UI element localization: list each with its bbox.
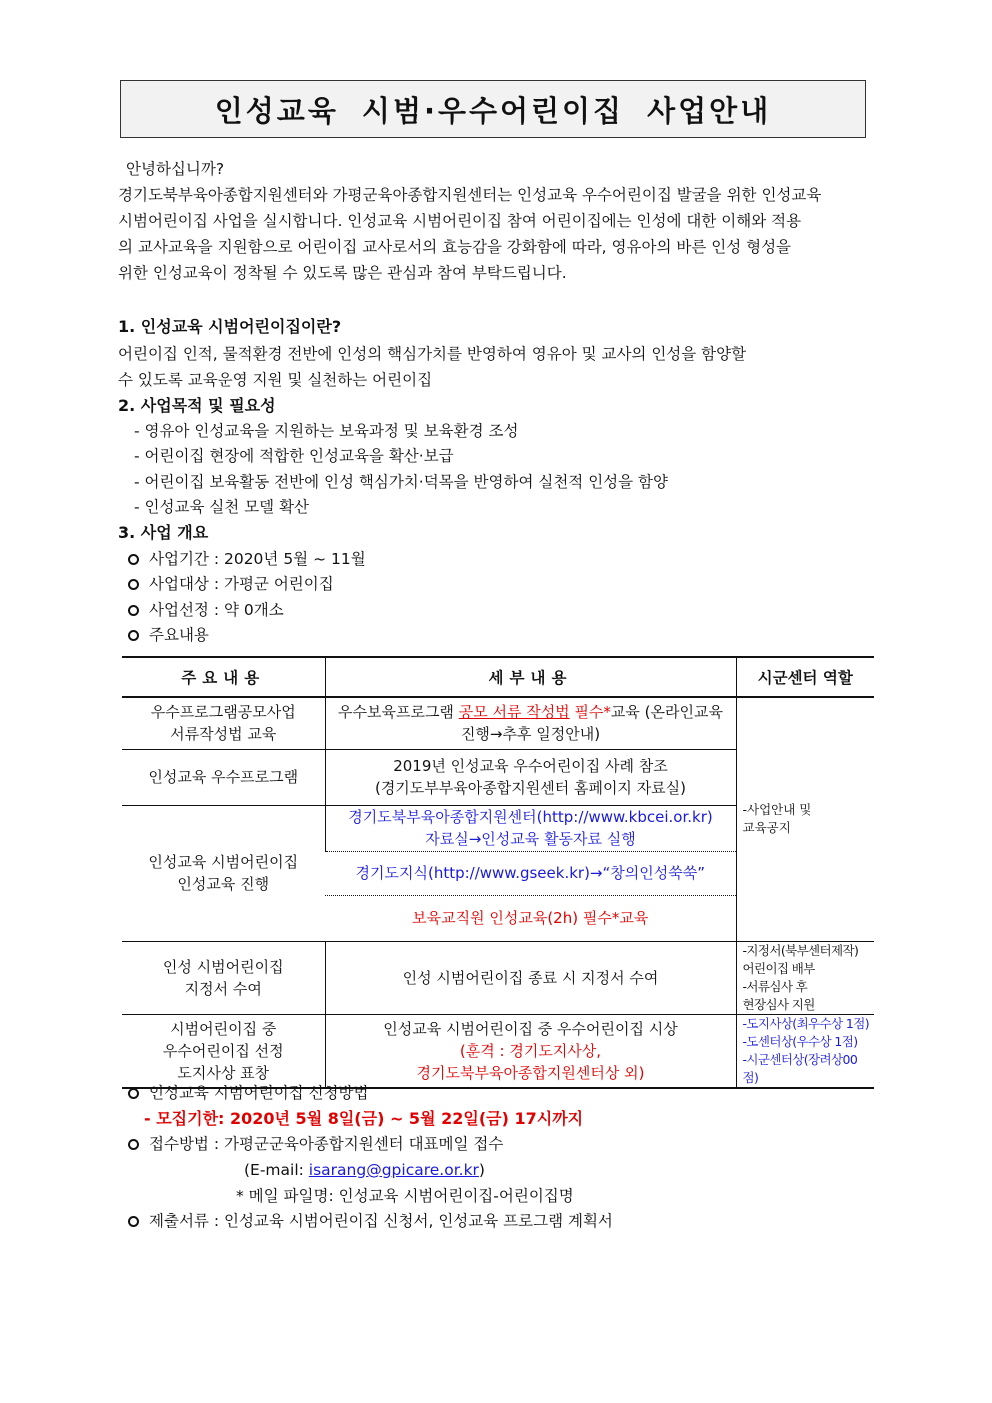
main-content-table bbox=[122, 656, 874, 1089]
circle-bullet-icon bbox=[128, 579, 139, 590]
apply-documents: 제출서류 : 인성교육 시범어린이집 신청서, 인성교육 프로그램 계획서 bbox=[128, 1208, 613, 1234]
cell-detail: 인성 시범어린이집 종료 시 지정서 수여 bbox=[325, 941, 736, 1014]
cell-role: -지정서(북부센터제작) 어린이집 배부 -서류심사 후 현장심사 지원 bbox=[736, 941, 874, 1014]
header-role: 시군센터 역할 bbox=[736, 657, 874, 697]
apply-filename: * 메일 파일명: 인성교육 시범어린이집-어린이집명 bbox=[236, 1187, 574, 1205]
section1-line-1: 어린이집 인적, 물적환경 전반에 인성의 핵심가치를 반영하여 영유아 및 교사의 인성을 함양할 bbox=[118, 345, 747, 363]
apply-receipt: 접수방법 : 가평군군육아종합지원센터 대표메일 접수 bbox=[128, 1131, 503, 1157]
section2-item: - 어린이집 현장에 적합한 인성교육을 확산·보급 bbox=[134, 447, 454, 465]
table-header-row bbox=[122, 657, 874, 697]
cell-main: 인성교육 시범어린이집 인성교육 진행 bbox=[122, 805, 325, 941]
header-main-content: 주요내용 bbox=[122, 657, 325, 697]
overview-item: 사업대상 : 가평군 어린이집 bbox=[128, 571, 334, 597]
page-title: 인성교육 시범·우수어린이집 사업안내 bbox=[214, 93, 772, 128]
cell-main: 인성교육 우수프로그램 bbox=[122, 749, 325, 805]
overview-item: 사업선정 : 약 0개소 bbox=[128, 597, 284, 623]
apply-deadline: - 모집기한: 2020년 5월 8일(금) ~ 5월 22일(금) 17시까지 bbox=[144, 1109, 584, 1128]
circle-bullet-icon bbox=[128, 1139, 139, 1150]
section2-item: - 어린이집 보육활동 전반에 인성 핵심가치·덕목을 반영하여 실천적 인성을 함양 bbox=[134, 473, 669, 491]
apply-email-line: (E-mail: isarang@gpicare.or.kr) bbox=[244, 1161, 485, 1179]
email-link[interactable]: isarang@gpicare.or.kr bbox=[308, 1161, 479, 1179]
circle-bullet-icon bbox=[128, 1088, 139, 1099]
overview-item: 주요내용 bbox=[128, 622, 209, 648]
cell-detail: 우수보육프로그램 공모 서류 작성법 필수*교육 (온라인교육 진행→추후 일정안내) bbox=[325, 697, 736, 749]
cell-detail-kbcei: 경기도북부육아종합지원센터(http://www.kbcei.or.kr) 자료실→인성교육 활동자료 실행 bbox=[325, 805, 736, 851]
cell-detail: 2019년 인성교육 우수어린이집 사례 참조 (경기도부부육아종합지원센터 홈페이지 자료실) bbox=[325, 749, 736, 805]
section3-heading: 3. 사업 개요 bbox=[118, 523, 209, 542]
section2-item: - 영유아 인성교육을 지원하는 보육과정 및 보육환경 조성 bbox=[134, 422, 519, 440]
circle-bullet-icon bbox=[128, 554, 139, 565]
intro-line-4: 위한 인성교육이 정착될 수 있도록 많은 관심과 참여 부탁드립니다. bbox=[118, 264, 567, 282]
circle-bullet-icon bbox=[128, 630, 139, 641]
table-row bbox=[122, 941, 874, 1014]
section2-heading: 2. 사업목적 및 필요성 bbox=[118, 396, 276, 415]
circle-bullet-icon bbox=[128, 605, 139, 616]
section1-line-2: 수 있도록 교육운영 지원 및 실천하는 어린이집 bbox=[118, 371, 433, 389]
header-detail: 세부내용 bbox=[325, 657, 736, 697]
greeting: 안녕하십니까? bbox=[126, 160, 225, 178]
cell-main: 시범어린이집 중 우수어린이집 선정 도지사상 표창 bbox=[122, 1014, 325, 1088]
cell-detail: 인성교육 시범어린이집 중 우수어린이집 시상 (훈격 : 경기도지사상, 경기도북부육아종합지원센터상 외) bbox=[325, 1014, 736, 1088]
cell-role-shared: -사업안내 및 교육공지 bbox=[736, 697, 874, 941]
intro-line-2: 시범어린이집 사업을 실시합니다. 인성교육 시범어린이집 참여 어린이집에는 인성에 대한 이해와 적용 bbox=[118, 212, 802, 230]
cell-main: 우수프로그램공모사업 서류작성법 교육 bbox=[122, 697, 325, 749]
cell-main: 인성 시범어린이집 지정서 수여 bbox=[122, 941, 325, 1014]
section1-heading: 1. 인성교육 시범어린이집이란? bbox=[118, 317, 342, 336]
apply-method: 인성교육 시범어린이집 신청방법 bbox=[128, 1080, 368, 1106]
cell-role: -도지사상(최우수상 1점) -도센터상(우수상 1점) -시군센터상(장려상00점) bbox=[736, 1014, 874, 1088]
table-row bbox=[122, 697, 874, 749]
table-row bbox=[122, 1014, 874, 1088]
section2-item: - 인성교육 실천 모델 확산 bbox=[134, 498, 310, 516]
overview-item: 사업기간 : 2020년 5월 ~ 11월 bbox=[128, 546, 366, 572]
intro-line-1: 경기도북부육아종합지원센터와 가평군육아종합지원센터는 인성교육 우수어린이집 발굴을 위한 인성교육 bbox=[118, 186, 822, 204]
cell-detail-gseek: 경기도지식(http://www.gseek.kr)→“창의인성쑥쑥” bbox=[325, 851, 736, 895]
title-box bbox=[120, 80, 866, 138]
cell-detail-training: 보육교직원 인성교육(2h) 필수*교육 bbox=[325, 895, 736, 941]
circle-bullet-icon bbox=[128, 1216, 139, 1227]
intro-line-3: 의 교사교육을 지원함으로 어린이집 교사로서의 효능감을 강화함에 따라, 영유아의 바른 인성 형성을 bbox=[118, 238, 792, 256]
